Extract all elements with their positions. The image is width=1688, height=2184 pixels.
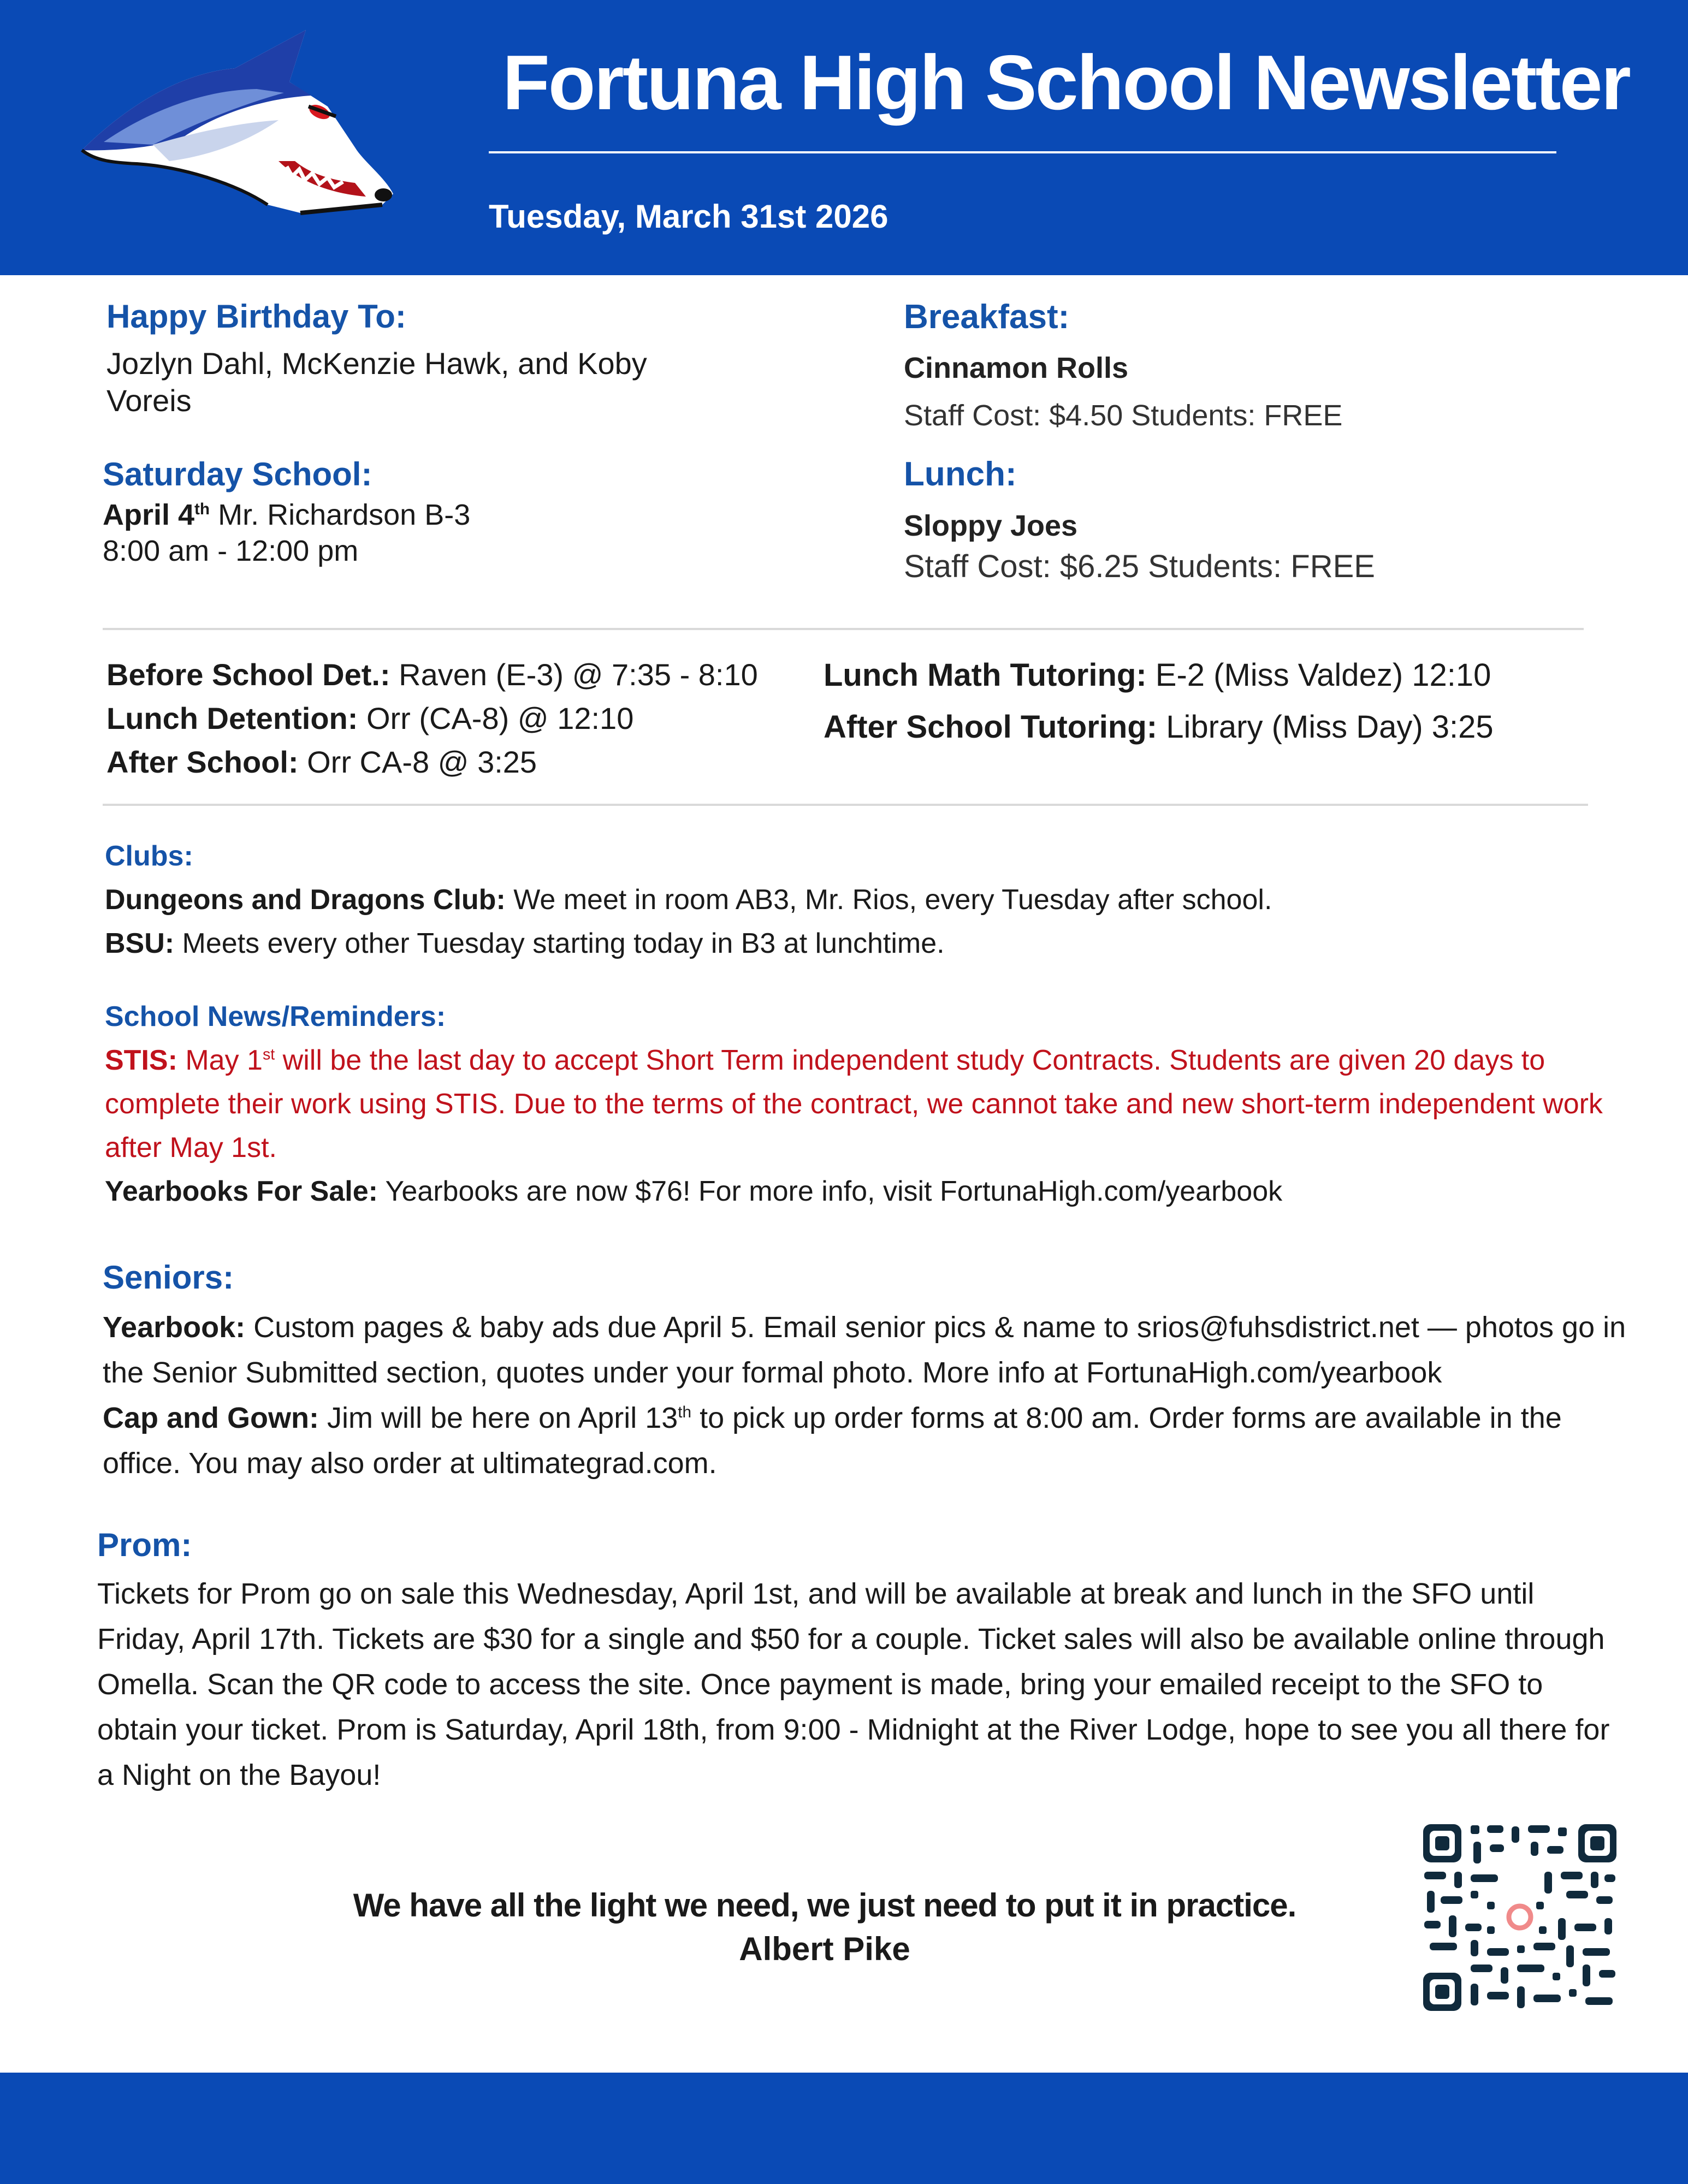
lunch-detention-value: Orr (CA-8) @ 12:10	[358, 701, 634, 735]
section-divider-top	[103, 628, 1584, 630]
cap-and-gown-date-suffix: th	[678, 1403, 692, 1421]
school-news-heading: School News/Reminders:	[105, 1001, 446, 1032]
club-dnd-text: We meet in room AB3, Mr. Rios, every Tuesday after school.	[505, 884, 1272, 916]
yearbooks-for-sale-label: Yearbooks For Sale:	[105, 1176, 378, 1207]
after-school-tutoring	[824, 709, 1494, 745]
lunch-heading: Lunch:	[904, 455, 1017, 493]
footer-banner	[0, 2073, 1688, 2184]
lunch-math-tutoring-value: E-2 (Miss Valdez) 12:10	[1146, 657, 1491, 693]
quote-text: We have all the light we need, we just need to put it in practice.	[353, 1887, 1296, 1924]
prom-line4: obtain your ticket. Prom is Saturday, April 18th, from 9:00 - Midnight at the River Lodge, hope to see you all there for	[97, 1713, 1610, 1746]
saturday-school-date: April 4	[103, 498, 195, 531]
before-school-detention-label: Before School Det.:	[106, 657, 390, 692]
cap-and-gown-line1	[103, 1401, 1562, 1435]
lunch-item: Sloppy Joes	[904, 509, 1078, 542]
breakfast-item: Cinnamon Rolls	[904, 352, 1129, 384]
birthday-names-line1: Jozlyn Dahl, McKenzie Hawk, and Koby	[106, 346, 647, 381]
club-dnd-label: Dungeons and Dragons Club:	[105, 884, 506, 916]
qr-code[interactable]	[1419, 1820, 1621, 2015]
yearbooks-for-sale	[105, 1175, 1282, 1208]
saturday-school-time: 8:00 am - 12:00 pm	[103, 535, 359, 567]
breakfast-cost: Staff Cost: $4.50 Students: FREE	[904, 399, 1343, 432]
lunch-math-tutoring-label: Lunch Math Tutoring:	[824, 657, 1147, 693]
club-bsu	[105, 927, 945, 960]
stis-text-b: will be the last day to accept Short Term independent study Contracts. Students are given 20 days to	[275, 1044, 1545, 1076]
club-bsu-text: Meets every other Tuesday starting today in B3 at lunchtime.	[174, 928, 945, 959]
birthday-heading: Happy Birthday To:	[106, 298, 406, 335]
saturday-school-heading: Saturday School:	[103, 456, 372, 492]
wolf-mascot-logo	[71, 30, 399, 227]
clubs-heading: Clubs:	[105, 840, 193, 872]
after-school-tutoring-label: After School Tutoring:	[824, 709, 1158, 745]
saturday-school-teacher: Mr. Richardson B-3	[210, 498, 471, 531]
cap-and-gown-line2: office. You may also order at ultimategrad.com.	[103, 1447, 717, 1480]
senior-yearbook-line1	[103, 1310, 1626, 1344]
saturday-school-date-suffix: th	[194, 500, 210, 518]
breakfast-heading: Breakfast:	[904, 298, 1070, 336]
stis-date-suffix: st	[262, 1046, 275, 1064]
senior-yearbook-line2: the Senior Submitted section, quotes under your formal photo. More info at FortunaHigh.com/yearbook	[103, 1356, 1442, 1389]
prom-line3: Omella. Scan the QR code to access the site. Once payment is made, bring your emailed receipt to the SFO to	[97, 1668, 1543, 1701]
yearbooks-for-sale-text: Yearbooks are now $76! For more info, visit FortunaHigh.com/yearbook	[377, 1176, 1283, 1207]
stis-line1	[105, 1044, 1545, 1077]
cap-and-gown-label: Cap and Gown:	[103, 1402, 319, 1434]
lunch-detention-label: Lunch Detention:	[106, 701, 358, 735]
senior-yearbook-label: Yearbook:	[103, 1311, 246, 1344]
newsletter-date: Tuesday, March 31st 2026	[489, 198, 889, 235]
prom-heading: Prom:	[97, 1527, 192, 1563]
prom-line1: Tickets for Prom go on sale this Wednesday, April 1st, and will be available at break and lunch in the SFO until	[97, 1577, 1535, 1610]
lunch-detention	[106, 701, 633, 736]
club-dnd	[105, 883, 1272, 916]
club-bsu-label: BSU:	[105, 928, 175, 959]
after-school-detention	[106, 744, 537, 780]
stis-label: STIS:	[105, 1044, 177, 1076]
lunch-cost: Staff Cost: $6.25 Students: FREE	[904, 549, 1375, 584]
prom-line5: a Night on the Bayou!	[97, 1759, 381, 1791]
cap-and-gown-text-b: to pick up order forms at 8:00 am. Order forms are available in the	[691, 1402, 1562, 1434]
after-school-detention-value: Orr CA-8 @ 3:25	[298, 745, 537, 779]
senior-yearbook-text: Custom pages & baby ads due April 5. Email senior pics & name to srios@fuhsdistrict.net — photos go in	[245, 1311, 1626, 1344]
after-school-tutoring-value: Library (Miss Day) 3:25	[1157, 709, 1494, 745]
stis-line2: complete their work using STIS. Due to the terms of the contract, we cannot take and new short-term independent work	[105, 1088, 1603, 1120]
section-divider-bottom	[103, 804, 1588, 806]
before-school-detention-value: Raven (E-3) @ 7:35 - 8:10	[390, 657, 758, 692]
birthday-names-line2: Voreis	[106, 383, 192, 418]
stis-line3: after May 1st.	[105, 1132, 277, 1164]
quote-author: Albert Pike	[739, 1931, 910, 1967]
after-school-detention-label: After School:	[106, 745, 299, 779]
lunch-math-tutoring	[824, 657, 1491, 693]
saturday-school-detail	[103, 498, 470, 532]
title-divider	[489, 151, 1556, 153]
seniors-heading: Seniors:	[103, 1259, 234, 1296]
before-school-detention	[106, 657, 758, 692]
prom-line2: Friday, April 17th. Tickets are $30 for a single and $50 for a couple. Ticket sales will also be available online through	[97, 1623, 1605, 1655]
newsletter-title: Fortuna High School Newsletter	[502, 39, 1630, 126]
stis-text-a: May 1	[177, 1044, 263, 1076]
cap-and-gown-text-a: Jim will be here on April 13	[318, 1402, 678, 1434]
